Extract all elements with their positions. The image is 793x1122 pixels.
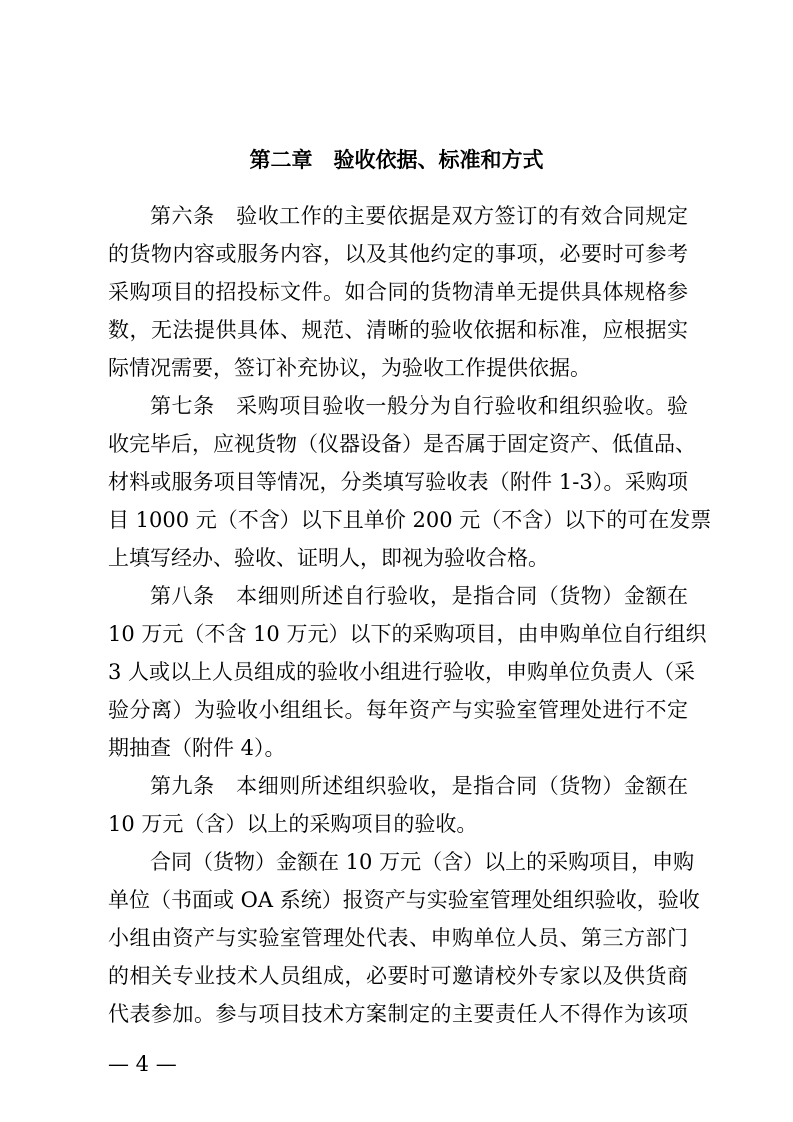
text-line: 第六条 验收工作的主要依据是双方签订的有效合同规定 — [150, 204, 688, 228]
chapter-title: 第二章 验收依据、标准和方式 — [249, 148, 544, 172]
page-number: — 4 — — [108, 1052, 177, 1076]
text-line: 的货物内容或服务内容，以及其他约定的事项，必要时可参考 — [108, 242, 688, 266]
text-line: 采购项目的招投标文件。如合同的货物清单无提供具体规格参 — [108, 280, 688, 304]
text-line: 合同（货物）金额在 10 万元（含）以上的采购项目，申购 — [150, 850, 695, 874]
text-line: 第八条 本细则所述自行验收，是指合同（货物）金额在 — [150, 584, 688, 608]
text-line: 际情况需要，签订补充协议，为验收工作提供依据。 — [108, 356, 591, 380]
text-line: 目 1000 元（不含）以下且单价 200 元（不含）以下的可在发票 — [108, 508, 712, 532]
text-line: 第七条 采购项目验收一般分为自行验收和组织验收。验 — [150, 394, 688, 418]
text-line: 小组由资产与实验室管理处代表、申购单位人员、第三方部门 — [108, 926, 688, 950]
text-line: 代表参加。参与项目技术方案制定的主要责任人不得作为该项 — [108, 1002, 688, 1026]
text-line: 的相关专业技术人员组成，必要时可邀请校外专家以及供货商 — [108, 964, 688, 988]
text-line: 期抽查（附件 4）。 — [108, 736, 286, 760]
text-line: 3 人或以上人员组成的验收小组进行验收，申购单位负责人（采 — [108, 660, 696, 684]
text-line: 材料或服务项目等情况，分类填写验收表（附件 1-3）。采购项 — [108, 470, 688, 494]
text-line: 单位（书面或 OA 系统）报资产与实验室管理处组织验收，验收 — [108, 888, 700, 912]
text-line: 10 万元（不含 10 万元）以下的采购项目，由申购单位自行组织 — [108, 622, 707, 646]
text-line: 收完毕后，应视货物（仪器设备）是否属于固定资产、低值品、 — [108, 432, 696, 456]
text-line: 验分离）为验收小组组长。每年资产与实验室管理处进行不定 — [108, 698, 688, 722]
text-line: 上填写经办、验收、证明人，即视为验收合格。 — [108, 546, 549, 570]
text-line: 第九条 本细则所述组织验收，是指合同（货物）金额在 — [150, 774, 688, 798]
text-line: 数，无法提供具体、规范、清晰的验收依据和标准，应根据实 — [108, 318, 688, 342]
text-line: 10 万元（含）以上的采购项目的验收。 — [108, 812, 478, 836]
